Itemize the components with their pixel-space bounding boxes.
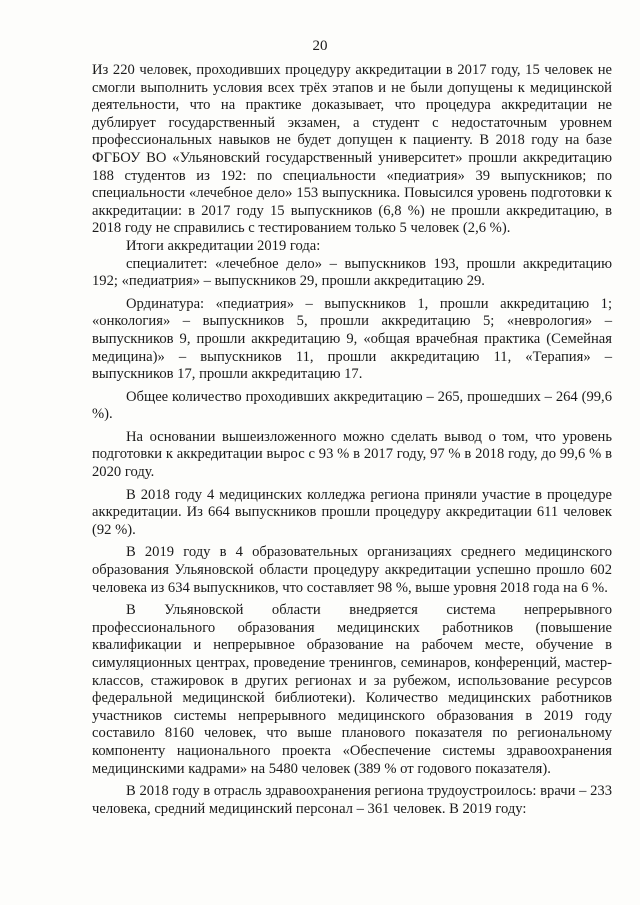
- paragraph-specialitet: специалитет: «лечебное дело» – выпускников 193, прошли аккредитацию 192; «педиатрия» – выпускников 29, прошли аккредитацию 29.: [92, 255, 612, 290]
- paragraph-total: Общее количество проходивших аккредитацию – 265, прошедших – 264 (99,6 %).: [92, 388, 612, 423]
- paragraph-colleges-2018: В 2018 году 4 медицинских колледжа региона приняли участие в процедуре аккредитации. Из 664 выпускников прошли процедуру аккредитации 611 человек (92 %).: [92, 486, 612, 538]
- paragraph-results-2019-heading: Итоги аккредитации 2019 года:: [126, 237, 321, 254]
- page-number: 20: [312, 38, 328, 54]
- paragraph-colleges-2019: В 2019 году в 4 образовательных организациях среднего медицинского образования Ульяновской области процедуру аккредитации успешно прошло 602 человека из 634 выпускников, что составляет 98 %, выше уровня 2018 года на 6 %.: [92, 544, 612, 596]
- paragraph-ordinatura: Ординатура: «педиатрия» – выпускников 1, прошли аккредитацию 1; «онкология» – выпускников 5, прошли аккредитацию 5; «неврология» – выпускников 9, прошли аккредитацию 9, «общая врачебная практика (Семейная медицина)» – выпускников 11, прошли аккредитацию 11, «Терапия» – выпускников 17, прошли аккредитацию 17.: [92, 295, 612, 383]
- paragraph-continuous-education: В Ульяновской области внедряется система непрерывного профессионального образования медицинских работников (повышение квалификации и непрерывное образование на рабочем месте, обучение в симуляционных центрах, проведение тренингов, семинаров, конференций, мастер-классов, стажировок в других регионах и за рубежом, использование ресурсов федеральной медицинской библиотеки). Количество медицинских работников участников системы непрерывного медицинского образования в 2019 году составило 8160 человек, что выше планового показателя по региональному компоненту национального проекта «Обеспечение системы здравоохранения медицинскими кадрами» на 5480 человек (389 % от годового показателя).: [92, 602, 612, 777]
- paragraph-conclusion: На основании вышеизложенного можно сделать вывод о том, что уровень подготовки к аккредитации вырос с 93 % в 2017 году, 97 % в 2018 году, до 99,6 % в 2020 году.: [92, 428, 612, 481]
- paragraph-accreditation-2017-2018: Из 220 человек, проходивших процедуру аккредитации в 2017 году, 15 человек не смогли выполнить условия всех трёх этапов и не были допущены к медицинской деятельности, что на практике доказывает, что процедура аккредитации не дублирует государственный экзамен, а студент с недостаточным уровнем профессиональных навыков не будет допущен к пациенту. В 2018 году на базе ФГБОУ ВО «Ульяновский государственный университет» прошли аккредитацию 188 студентов из 192: по специальности «педиатрия» 39 выпускников; по специальности «лечебное дело» 153 выпускника. Повысился уровень подготовки к аккредитации: в 2017 году 15 выпускников (6,8 %) не прошли аккредитацию, в 2018 году не справились с тестированием только 5 человек (2,6 %).: [92, 62, 612, 237]
- paragraph-employment-2018: В 2018 году в отрасль здравоохранения региона трудоустроилось: врачи – 233 человека, средний медицинский персонал – 361 человек. В 2019 году:: [92, 783, 612, 817]
- document-body: [92, 62, 612, 818]
